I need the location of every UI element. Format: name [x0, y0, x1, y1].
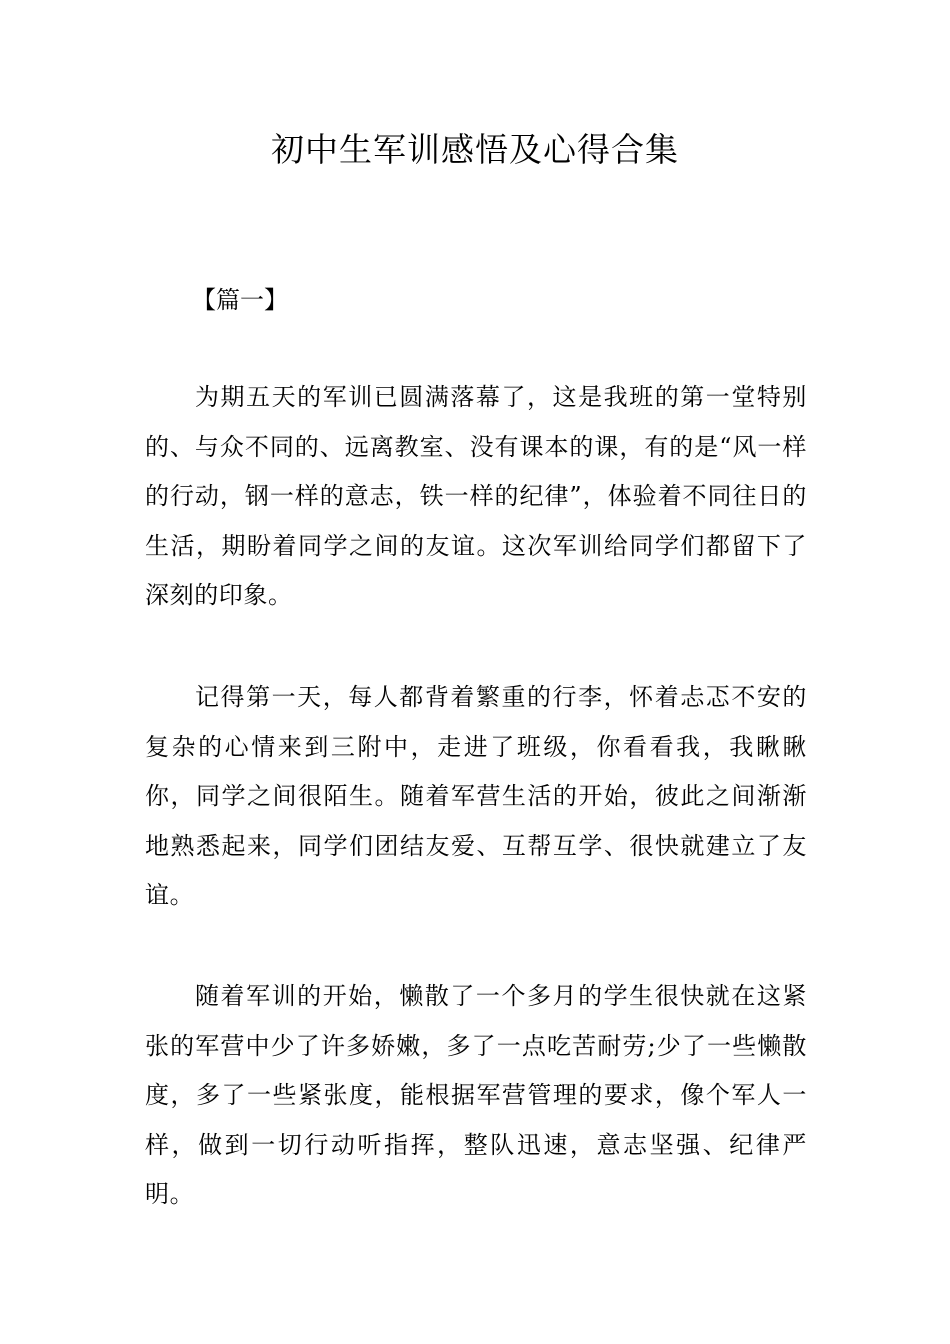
- paragraph-2: 记得第一天，每人都背着繁重的行李，怀着忐忑不安的复杂的心情来到三附中，走进了班级，你看看我，我瞅瞅你，同学之间很陌生。随着军营生活的开始，彼此之间渐渐地熟悉起来，同学们团结友爱、互帮互学、很快就建立了友谊。: [145, 683, 807, 910]
- paragraph-1: 为期五天的军训已圆满落幕了，这是我班的第一堂特别的、与众不同的、远离教室、没有课本的课，有的是“风一样的行动，钢一样的意志，铁一样的纪律”，体验着不同往日的生活，期盼着同学之间的友谊。这次军训给同学们都留下了深刻的印象。: [145, 383, 807, 610]
- page-title: 初中生军训感悟及心得合集: [271, 130, 679, 169]
- paragraph-3: 随着军训的开始，懒散了一个多月的学生很快就在这紧张的军营中少了许多娇嫩，多了一点吃苦耐劳;少了一些懒散度，多了一些紧张度，能根据军营管理的要求，像个军人一样，做到一切行动听指挥，整队迅速，意志坚强、纪律严明。: [145, 982, 807, 1209]
- section-heading: 【篇一】: [192, 286, 288, 314]
